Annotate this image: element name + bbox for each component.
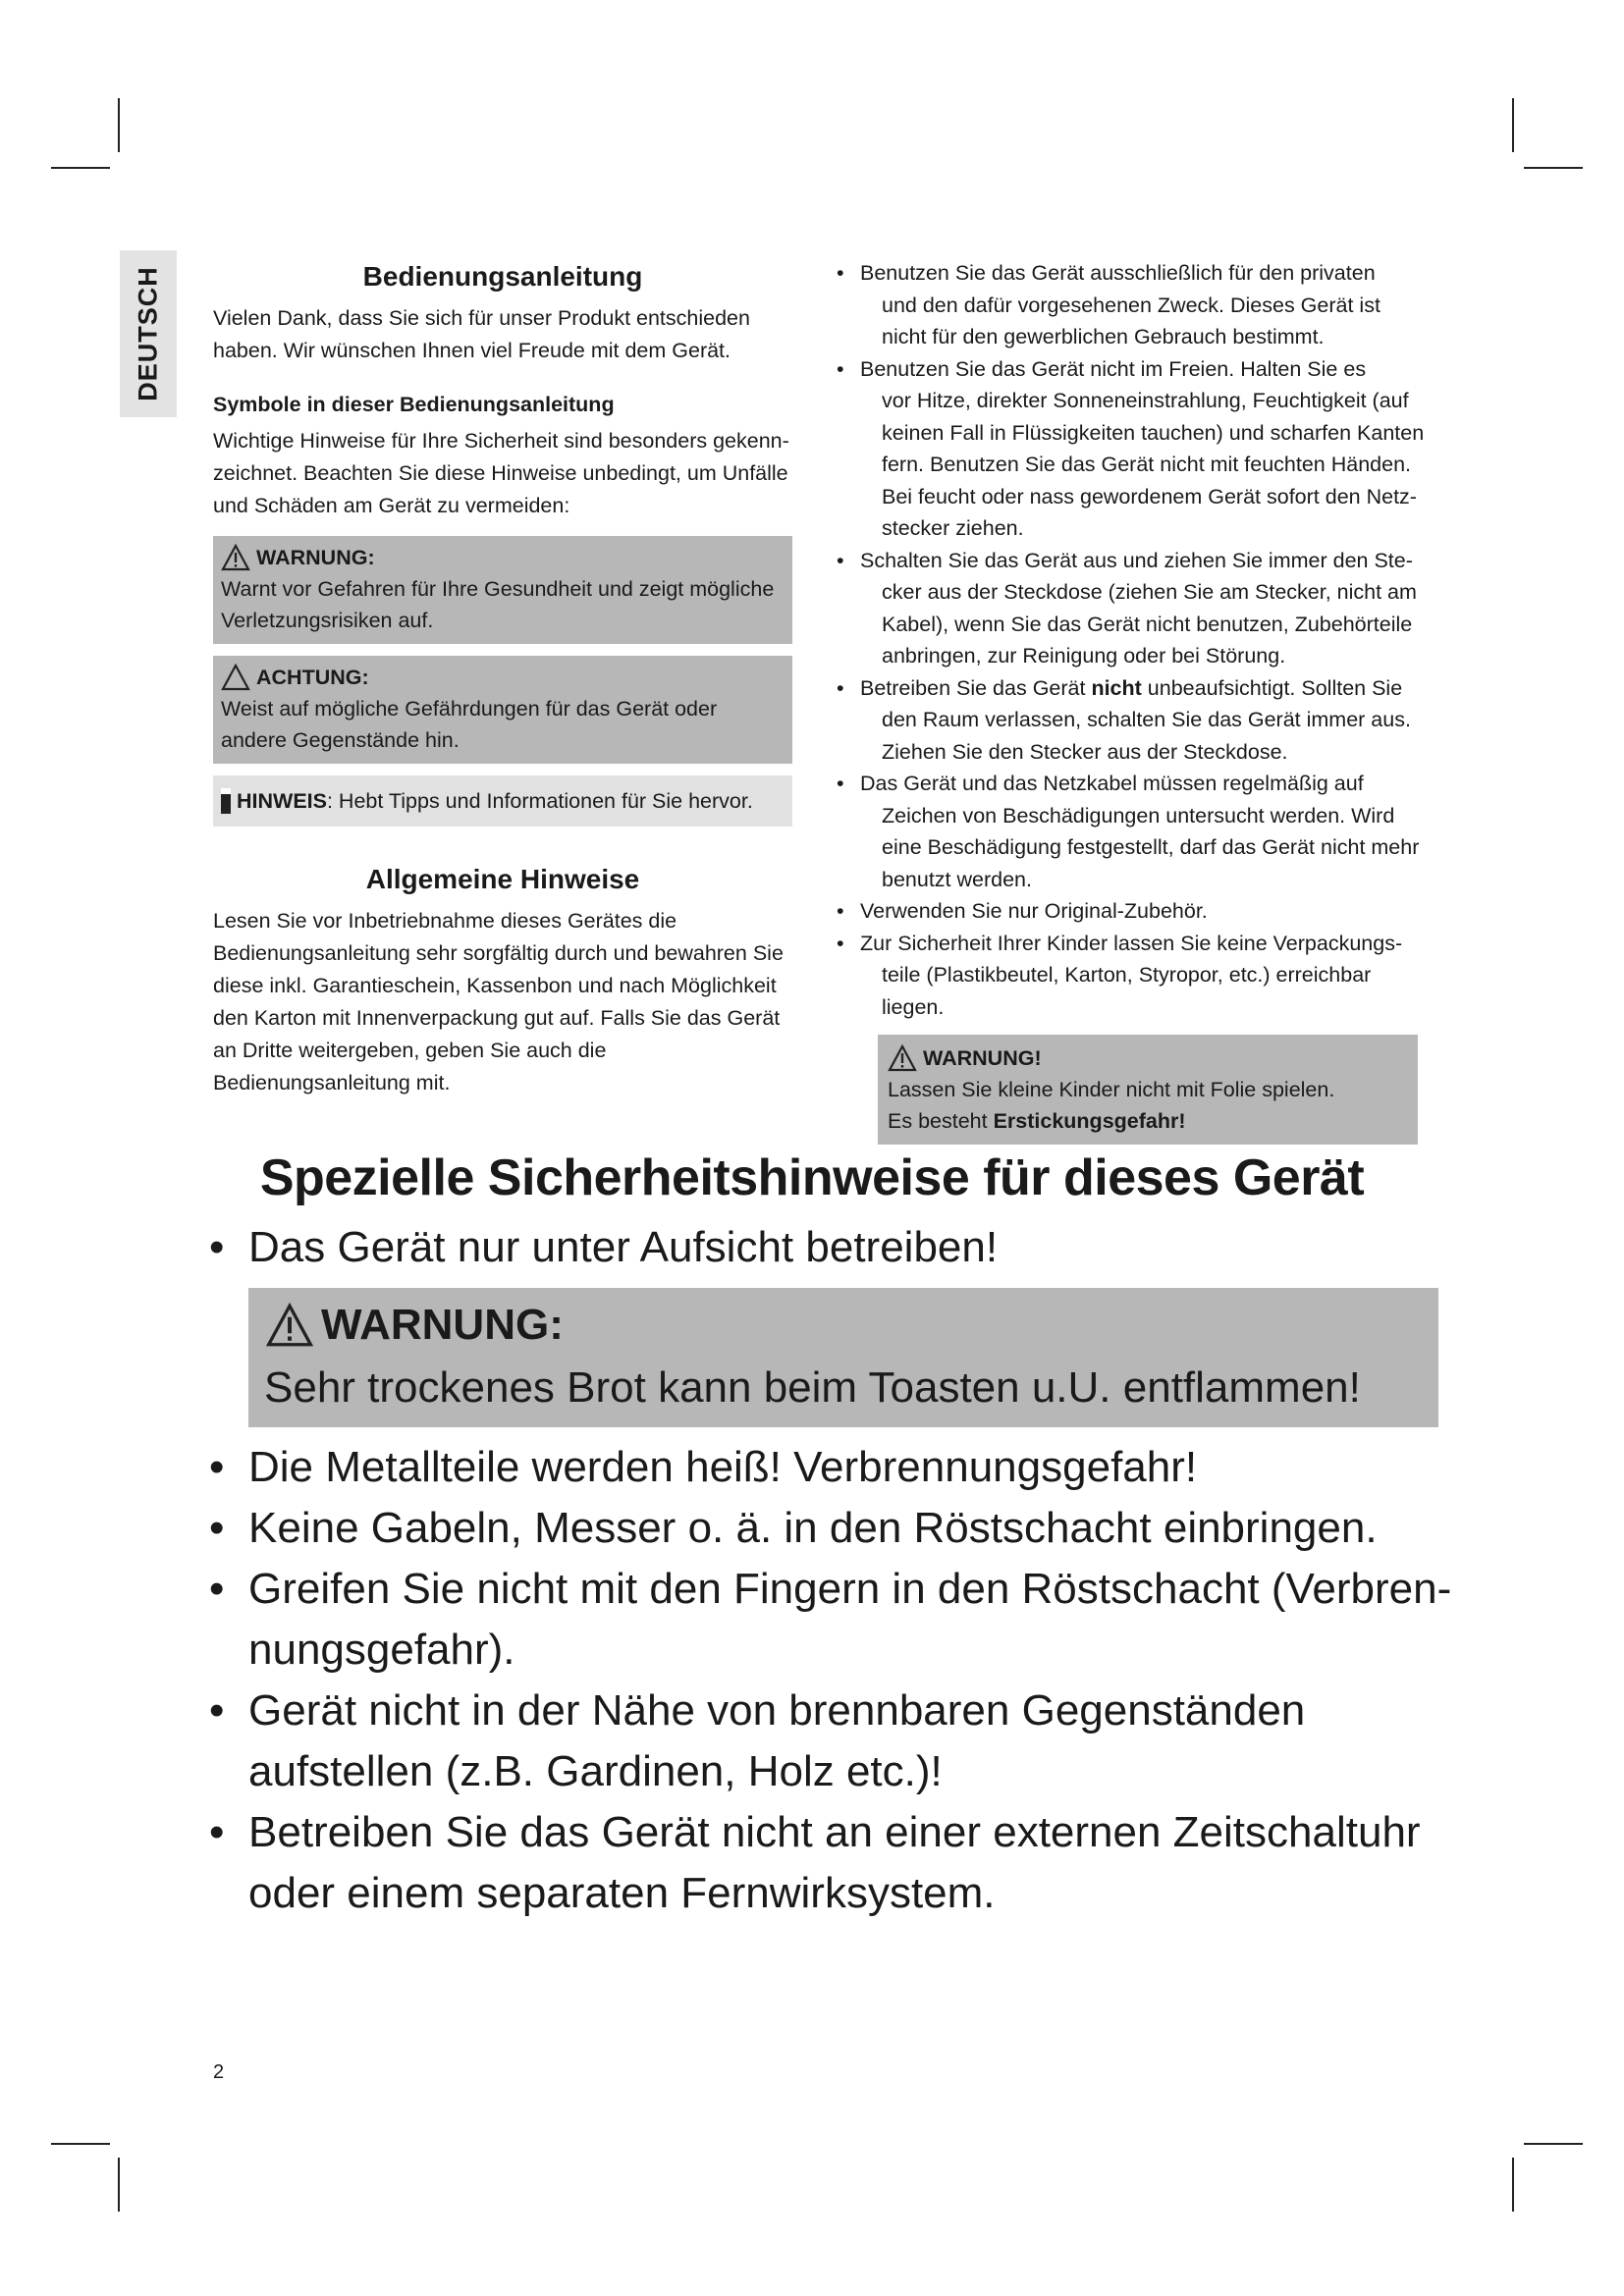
toast-warning-box <box>248 1288 1438 1427</box>
language-tab <box>120 250 177 417</box>
list-item: • Verwenden Sie nur Original-Zubehör. <box>837 895 1426 928</box>
crop-mark <box>1524 2143 1583 2145</box>
warning-triangle-icon <box>264 1303 315 1348</box>
symbols-text: Wichtige Hinweise für Ihre Sicherheit sind besonders gekennzeichnet. Beachten Sie diese Hinweise unbedingt, um Unfälle und Schäden am Gerät zu vermeiden: <box>213 429 789 517</box>
list-item: • Das Gerät und das Netzkabel müssen regelmäßig auf Zeichen von Beschädigungen untersucht werden. Wird eine Beschädigung festgestellt, darf das Gerät nicht mehr benutzt werden. <box>837 768 1426 895</box>
list-item: • Das Gerät nur unter Aufsicht betreiben! <box>209 1217 1466 1278</box>
left-column <box>213 257 792 1099</box>
crop-mark <box>1524 167 1583 169</box>
info-icon <box>221 790 231 814</box>
hint-text: : Hebt Tipps und Informationen für Sie hervor. <box>326 789 753 813</box>
page-number: 2 <box>213 2061 225 2083</box>
caution-box <box>213 656 792 764</box>
list-item: • Betreiben Sie das Gerät nicht an einer externen Zeitschaltuhr oder einem separaten Fernwirksystem. <box>209 1802 1466 1924</box>
list-item: • Benutzen Sie das Gerät nicht im Freien. Halten Sie es vor Hitze, direkter Sonneneinstrahlung, Feuchtigkeit (auf keinen Fall in Flüssigkeiten tauchen) und scharfen Kanten fern. Benutzen Sie das Gerät nicht mit feuchten Händen. Bei feucht oder nass gewordenem Gerät sofort den Netzstecker ziehen. <box>837 353 1426 545</box>
hint-box <box>213 775 792 827</box>
manual-title: Bedienungsanleitung <box>362 261 643 292</box>
caution-text: Weist auf mögliche Gefährdungen für das Gerät oder andere Gegenstände hin. <box>221 697 718 752</box>
special-safety-list <box>209 1217 1466 1924</box>
list-item: • Keine Gabeln, Messer o. ä. in den Röstschacht einbringen. <box>209 1498 1466 1559</box>
warning-text: Warnt vor Gefahren für Ihre Gesundheit und zeigt mögliche Verletzungsrisiken auf. <box>221 577 775 632</box>
list-item: • Die Metallteile werden heiß! Verbrennungsgefahr! <box>209 1437 1466 1498</box>
right-column <box>837 257 1426 1145</box>
list-item: • Gerät nicht in der Nähe von brennbaren Gegenständen aufstellen (z.B. Gardinen, Holz etc.)! <box>209 1681 1466 1802</box>
general-title: Allgemeine Hinweise <box>365 864 640 894</box>
safety-list <box>837 257 1426 1023</box>
child-warning-line2: Es besteht Erstickungsgefahr! <box>888 1109 1186 1133</box>
warning-box <box>213 536 792 644</box>
symbols-heading: Symbole in dieser Bedienungsanleitung <box>213 393 615 416</box>
special-safety-title: Spezielle Sicherheitshinweise für dieses Gerät <box>259 1149 1365 1206</box>
child-warning-box <box>878 1035 1418 1145</box>
intro-text: Vielen Dank, dass Sie sich für unser Produkt entschieden haben. Wir wünschen Ihnen viel Freude mit dem Gerät. <box>213 306 750 362</box>
caution-triangle-icon <box>221 664 250 691</box>
general-text: Lesen Sie vor Inbetriebnahme dieses Gerätes die Bedienungsanleitung sehr sorgfältig durch und bewahren Sie diese inkl. Garantieschein, Kassenbon und nach Möglichkeit den Karton mit Innenverpackung gut auf. Falls Sie das Gerät an Dritte weitergeben, geben Sie auch die Bedienungsanleitung mit. <box>213 909 784 1095</box>
list-item: • Schalten Sie das Gerät aus und ziehen Sie immer den Ste- cker aus der Steckdose (ziehen Sie am Stecker, nicht am Kabel), wenn Sie das Gerät nicht benutzen, Zubehörteile anbringen, zur Reinigung oder bei Störung. <box>837 545 1426 672</box>
warning-triangle-icon <box>221 544 250 571</box>
child-warning-line1: Lassen Sie kleine Kinder nicht mit Folie spielen. <box>888 1078 1335 1101</box>
crop-mark <box>1512 2158 1514 2212</box>
list-item: • Benutzen Sie das Gerät ausschließlich für den privaten und den dafür vorgesehenen Zweck. Dieses Gerät ist nicht für den gewerblichen Gebrauch bestimmt. <box>837 257 1426 353</box>
toast-warning-text: Sehr trockenes Brot kann beim Toasten u.U. entflammen! <box>264 1363 1361 1412</box>
crop-mark <box>1512 98 1514 152</box>
crop-mark <box>118 2158 120 2212</box>
list-item: • Betreiben Sie das Gerät nicht unbeaufsichtigt. Sollten Sie den Raum verlassen, schalten Sie das Gerät immer aus. Ziehen Sie den Stecker aus der Steckdose. <box>837 672 1426 769</box>
warning-triangle-icon <box>888 1044 917 1072</box>
toast-warning-title: WARNUNG: <box>321 1301 564 1349</box>
crop-mark <box>118 98 120 152</box>
caution-title: ACHTUNG: <box>256 666 369 689</box>
list-item: • Greifen Sie nicht mit den Fingern in den Röstschacht (Verbrennungsgefahr). <box>209 1559 1466 1681</box>
child-warning-title: WARNUNG! <box>923 1046 1042 1070</box>
warning-title: WARNUNG: <box>256 546 375 569</box>
language-tab-label: DEUTSCH <box>133 266 163 401</box>
hint-label: HINWEIS <box>237 789 327 813</box>
crop-mark <box>51 167 110 169</box>
list-item: • Zur Sicherheit Ihrer Kinder lassen Sie keine Verpackungs- teile (Plastikbeutel, Karton, Styropor, etc.) erreichbar liegen. <box>837 928 1426 1024</box>
crop-mark <box>51 2143 110 2145</box>
